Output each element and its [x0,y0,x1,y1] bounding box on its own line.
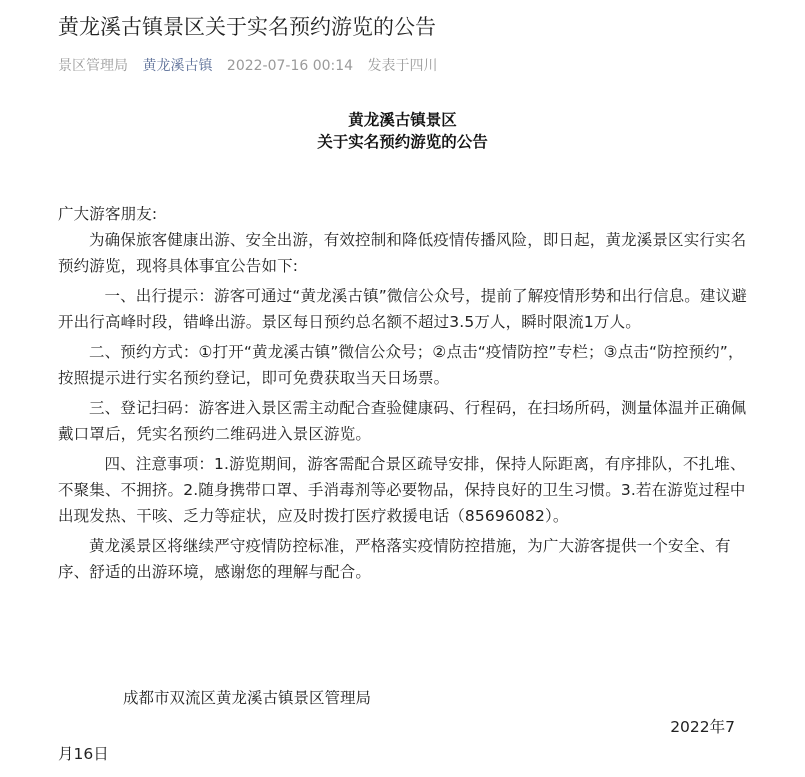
notice-intro: 为确保旅客健康出游、安全出游，有效控制和降低疫情传播风险，即日起，黄龙溪景区实行实名预约游览，现将具体事宜公告如下: [58,231,747,275]
publish-location: 发表于四川 [367,58,438,74]
notice-signature: 成都市双流区黄龙溪古镇景区管理局 [123,689,372,707]
notice-heading-line2: 关于实名预约游览的公告 [317,133,488,151]
notice-heading-line1: 黄龙溪古镇景区 [348,111,457,129]
notice-body [58,201,750,589]
notice-date-part1: 2022年7 [670,718,735,736]
notice-section-1: 一、出行提示：游客可通过“黄龙溪古镇”微信公众号，提前了解疫情形势和出行信息。建议避开出行高峰时段，错峰出游。景区每日预约总名额不超过3.5万人，瞬时限流1万人。 [58,287,747,331]
article-title: 黄龙溪古镇景区关于实名预约游览的公告 [58,15,436,39]
notice-section-4: 四、注意事项：1.游览期间，游客需配合景区疏导安排，保持人际距离，有序排队，不扎堆、不聚集、不拥挤。2.随身携带口罩、手消毒剂等必要物品，保持良好的卫生习惯。3.若在游览过程中出现发热、干咳、乏力等症状，应及时拨打医疗救援电话（85696082）。 [58,455,746,525]
notice-section-2: 二、预约方式：①打开“黄龙溪古镇”微信公众号；②点击“疫情防控”专栏；③点击“防控预约”，按照提示进行实名预约登记，即可免费获取当天日场票。 [58,343,744,387]
notice-date-part2: 月16日 [58,745,109,763]
publish-time: 2022-07-16 00:14 [226,58,354,74]
account-name-link[interactable]: 黄龙溪古镇 [142,58,213,74]
author-name: 景区管理局 [58,58,128,74]
notice-greeting: 广大游客朋友: [58,205,158,223]
notice-closing: 黄龙溪景区将继续严守疫情防控标准，严格落实疫情防控措施，为广大游客提供一个安全、有序、舒适的出游环境，感谢您的理解与配合。 [58,537,731,581]
article-meta [58,57,448,75]
notice-section-3: 三、登记扫码：游客进入景区需主动配合查验健康码、行程码，在扫场所码，测量体温并正确佩戴口罩后，凭实名预约二维码进入景区游览。 [58,399,747,443]
